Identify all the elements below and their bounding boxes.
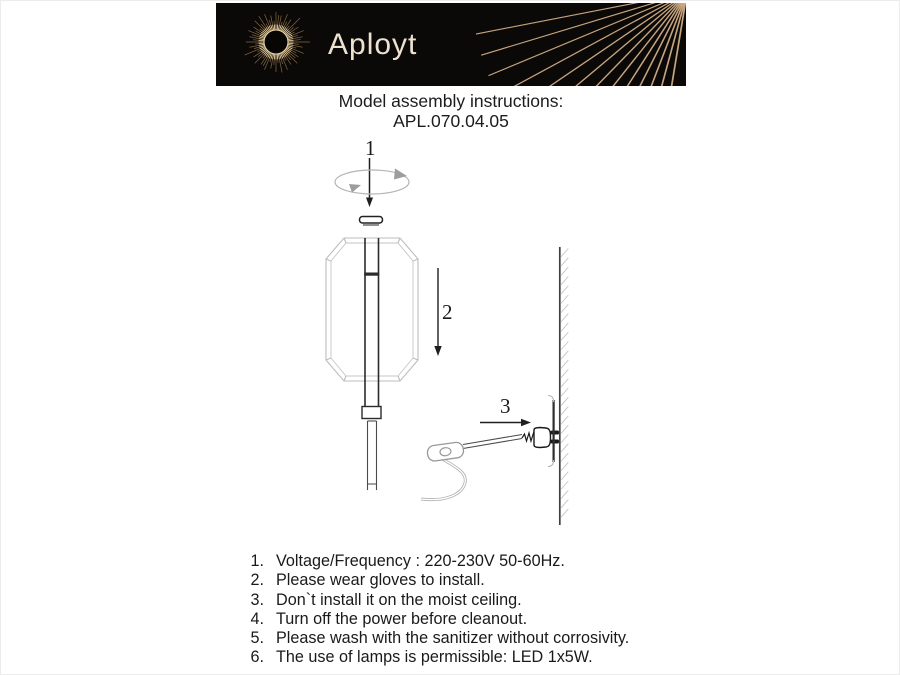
list-item bbox=[247, 571, 629, 590]
step-2-label: 2 bbox=[442, 300, 453, 324]
rays-decoration bbox=[476, 3, 686, 86]
step-2-arrow bbox=[434, 268, 452, 356]
rod-coupling bbox=[362, 407, 381, 491]
sunburst-logo-icon bbox=[245, 12, 310, 72]
finial-cap bbox=[360, 217, 383, 226]
list-item bbox=[247, 552, 629, 571]
lampshade-octagon bbox=[326, 238, 418, 381]
brand-banner bbox=[216, 3, 686, 86]
item-text: Don`t install it on the moist ceiling. bbox=[276, 590, 522, 609]
model-number: APL.070.04.05 bbox=[393, 111, 509, 131]
step-3-label: 3 bbox=[500, 394, 511, 418]
wall bbox=[560, 247, 569, 525]
instruction-list bbox=[247, 552, 629, 668]
title-block bbox=[1, 91, 900, 131]
list-item bbox=[247, 648, 629, 667]
page-title: Model assembly instructions: bbox=[338, 91, 564, 111]
list-item bbox=[247, 610, 629, 629]
assembly-diagram bbox=[281, 133, 581, 541]
item-number: 3. bbox=[250, 590, 264, 609]
inline-switch bbox=[427, 442, 465, 462]
item-text: Please wear gloves to install. bbox=[276, 571, 485, 590]
rotation-direction-arrow bbox=[335, 169, 409, 195]
item-number: 4. bbox=[250, 609, 264, 628]
item-number: 5. bbox=[250, 629, 264, 648]
list-item bbox=[247, 591, 629, 610]
item-text: Turn off the power before cleanout. bbox=[276, 609, 528, 628]
brand-name: Aployt bbox=[328, 27, 418, 61]
item-text: The use of lamps is permissible: LED 1x5W. bbox=[276, 648, 593, 667]
list-item bbox=[247, 629, 629, 648]
item-text: Voltage/Frequency : 220-230V 50-60Hz. bbox=[276, 552, 565, 570]
step-1-arrow bbox=[365, 136, 376, 207]
step-3-arrow bbox=[480, 394, 531, 426]
center-rod bbox=[364, 238, 379, 407]
item-number: 6. bbox=[250, 648, 264, 667]
banner-decoration bbox=[216, 3, 686, 86]
item-number: 2. bbox=[250, 571, 264, 590]
step-1-label: 1 bbox=[365, 136, 376, 160]
wall-hatch-marks bbox=[561, 249, 569, 518]
item-text: Please wash with the sanitizer without corrosivity. bbox=[276, 629, 630, 648]
power-cord bbox=[421, 435, 522, 500]
item-number: 1. bbox=[250, 552, 264, 570]
